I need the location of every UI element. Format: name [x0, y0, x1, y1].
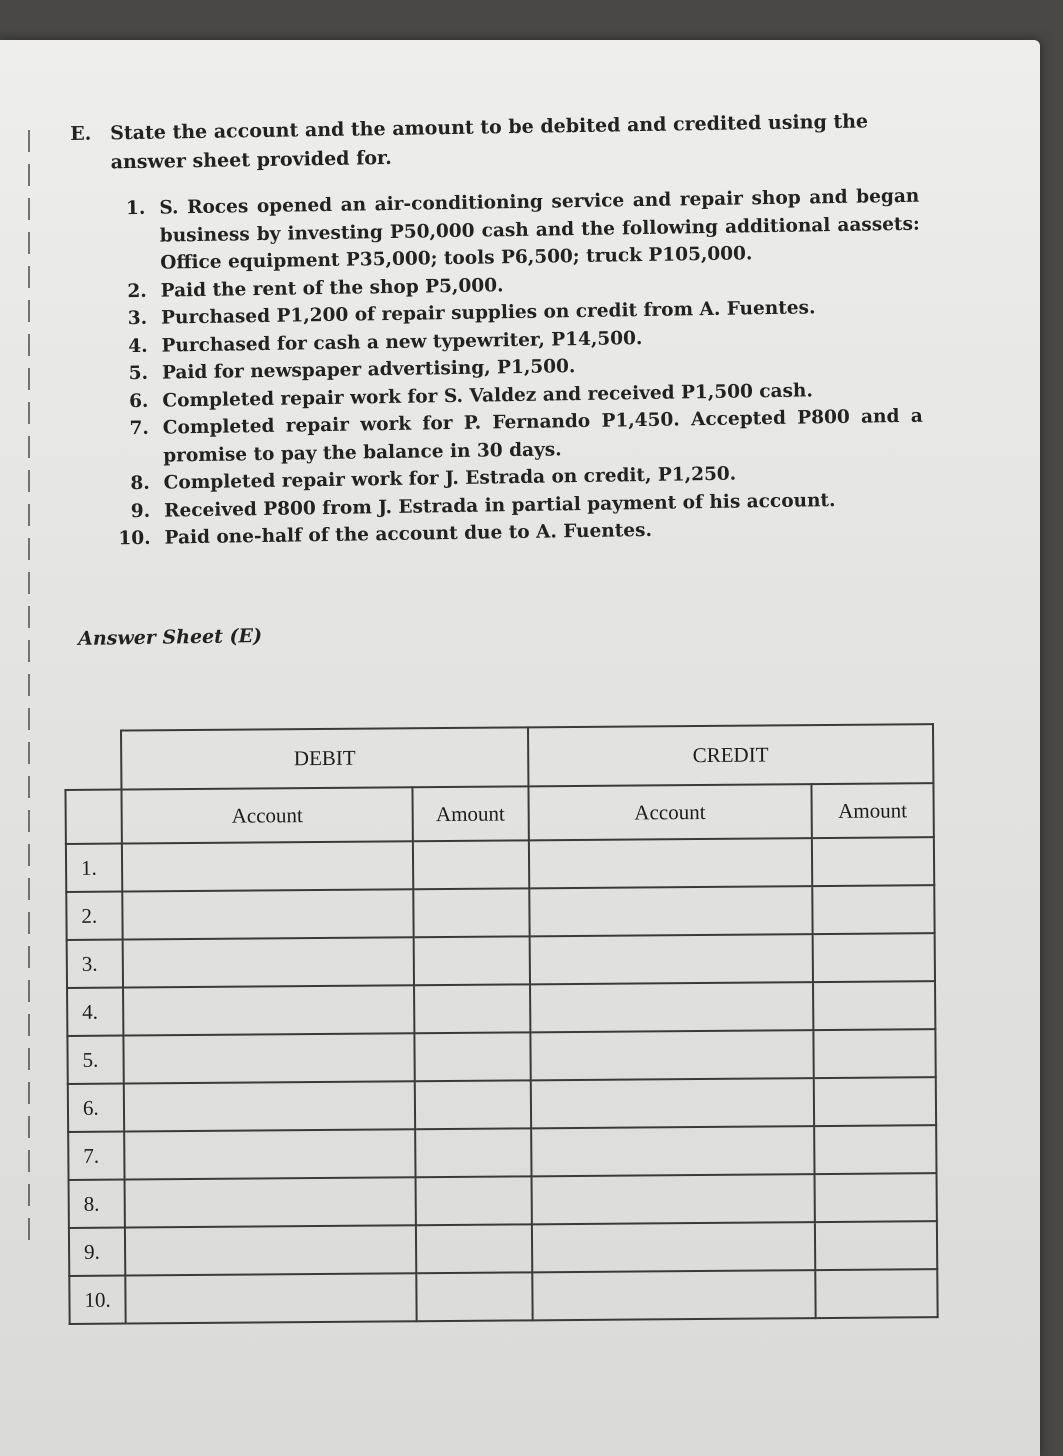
debit-amount-cell[interactable] [415, 1080, 531, 1129]
binder-margin-line [28, 130, 30, 1250]
row-number: 9. [69, 1228, 126, 1276]
transaction-number: 9. [130, 500, 151, 522]
number-header-cell [65, 790, 122, 844]
row-number: 1. [66, 844, 123, 892]
debit-account-cell[interactable] [124, 1033, 415, 1083]
debit-amount-cell[interactable] [413, 888, 529, 937]
debit-amount-cell[interactable] [416, 1272, 532, 1321]
debit-account-cell[interactable] [125, 1225, 416, 1275]
credit-amount-cell[interactable] [813, 1029, 936, 1078]
debit-account-cell[interactable] [125, 1177, 416, 1227]
credit-account-cell[interactable] [529, 838, 813, 888]
section-letter: E. [70, 122, 92, 145]
answer-sheet-table-wrap [64, 723, 939, 1325]
credit-amount-cell[interactable] [815, 1269, 938, 1318]
transaction-list [71, 182, 937, 553]
debit-account-cell[interactable] [123, 889, 414, 939]
worksheet-paper [0, 40, 1040, 1456]
answer-sheet-table [64, 723, 939, 1325]
credit-account-cell[interactable] [531, 1174, 815, 1224]
table-row [67, 1029, 935, 1084]
row-number: 7. [68, 1132, 125, 1180]
debit-amount-cell[interactable] [415, 1128, 531, 1177]
credit-account-cell[interactable] [530, 1078, 814, 1128]
credit-header: CREDIT [528, 724, 934, 786]
debit-account-cell[interactable] [124, 1081, 415, 1131]
credit-account-cell[interactable] [531, 1126, 815, 1176]
credit-amount-cell[interactable] [812, 885, 935, 934]
row-number: 8. [69, 1180, 126, 1228]
transaction-number: 7. [129, 417, 150, 440]
row-number: 5. [67, 1036, 124, 1084]
worksheet-content [70, 106, 938, 649]
transaction-number: 4. [128, 335, 148, 357]
transaction-text: Purchased P1,200 of repair supplies on credit from A. Fuentes. [160, 297, 816, 329]
transaction-text: S. Roces opened an air-conditioning service and repair shop and began business by investing P50,000 cash and the following additional aassets: Office equipment P35,000; tools P6,500; truck P105,000. [159, 185, 920, 274]
credit-account-cell[interactable] [530, 982, 814, 1032]
credit-amount-cell[interactable] [815, 1221, 938, 1270]
section-heading [70, 106, 931, 178]
debit-amount-header: Amount [412, 786, 528, 841]
debit-account-cell[interactable] [122, 841, 413, 891]
credit-amount-header: Amount [811, 783, 934, 838]
debit-amount-cell[interactable] [414, 984, 530, 1033]
transaction-item [71, 182, 932, 278]
table-row [69, 1173, 937, 1228]
debit-header: DEBIT [121, 727, 528, 789]
credit-account-cell[interactable] [532, 1270, 816, 1320]
blank-header-cell [65, 731, 122, 790]
credit-amount-cell[interactable] [812, 933, 935, 982]
debit-account-header: Account [122, 787, 413, 843]
transaction-number: 8. [130, 472, 150, 495]
table-subheader-row [65, 783, 933, 844]
transaction-text: Completed repair work for J. Estrada on credit, P1,250. [163, 463, 737, 494]
section-instruction: State the account and the amount to be debited and credited using the answer sheet provided for. [110, 110, 869, 174]
table-row [69, 1269, 937, 1324]
credit-amount-cell[interactable] [812, 837, 935, 886]
transaction-number: 3. [127, 307, 148, 330]
table-row [66, 837, 934, 892]
debit-amount-cell[interactable] [415, 1176, 531, 1225]
debit-amount-cell[interactable] [413, 936, 529, 985]
transaction-number: 6. [128, 390, 149, 412]
credit-amount-cell[interactable] [814, 1173, 937, 1222]
transaction-text: Completed repair work for S. Valdez and received P1,500 cash. [162, 379, 814, 412]
debit-account-cell[interactable] [123, 985, 414, 1035]
credit-amount-cell[interactable] [813, 981, 936, 1030]
transaction-text: Purchased for cash a new typewriter, P14,500. [161, 327, 643, 357]
transaction-text: Paid for newspaper advertising, P1,500. [161, 356, 576, 384]
table-header-row [65, 724, 933, 790]
debit-amount-cell[interactable] [413, 840, 529, 889]
answer-sheet-title: Answer Sheet (E) [77, 624, 263, 650]
table-row [67, 981, 935, 1036]
debit-account-cell[interactable] [126, 1273, 417, 1323]
table-row [68, 1077, 936, 1132]
credit-account-cell[interactable] [529, 886, 813, 936]
debit-amount-cell[interactable] [414, 1032, 530, 1081]
table-row [69, 1221, 937, 1276]
row-number: 4. [67, 988, 124, 1036]
row-number: 3. [67, 940, 124, 988]
transaction-text: Received P800 from J. Estrada in partial payment of his account. [163, 489, 836, 522]
row-number: 2. [66, 892, 123, 940]
credit-account-cell[interactable] [532, 1222, 816, 1272]
credit-account-cell[interactable] [529, 934, 813, 984]
debit-account-cell[interactable] [123, 937, 414, 987]
table-row [68, 1125, 936, 1180]
debit-account-cell[interactable] [125, 1129, 416, 1179]
transaction-number: 5. [128, 362, 149, 385]
row-number: 6. [68, 1084, 125, 1132]
credit-account-header: Account [528, 784, 812, 840]
debit-amount-cell[interactable] [416, 1224, 532, 1273]
credit-account-cell[interactable] [530, 1030, 814, 1080]
transaction-text: Paid the rent of the shop P5,000. [160, 274, 504, 302]
transaction-number: 1. [125, 197, 146, 220]
transaction-number: 2. [127, 280, 147, 302]
transaction-text: Paid one-half of the account due to A. Fuentes. [164, 519, 653, 549]
credit-amount-cell[interactable] [814, 1125, 937, 1174]
table-row [66, 885, 934, 940]
transaction-text: Completed repair work for P. Fernando P1,450. Accepted P800 and a promise to pay the balance in 30 days. [162, 405, 923, 467]
table-row [67, 933, 935, 988]
row-number: 10. [69, 1276, 126, 1324]
transaction-number: 10. [118, 527, 151, 550]
credit-amount-cell[interactable] [814, 1077, 937, 1126]
